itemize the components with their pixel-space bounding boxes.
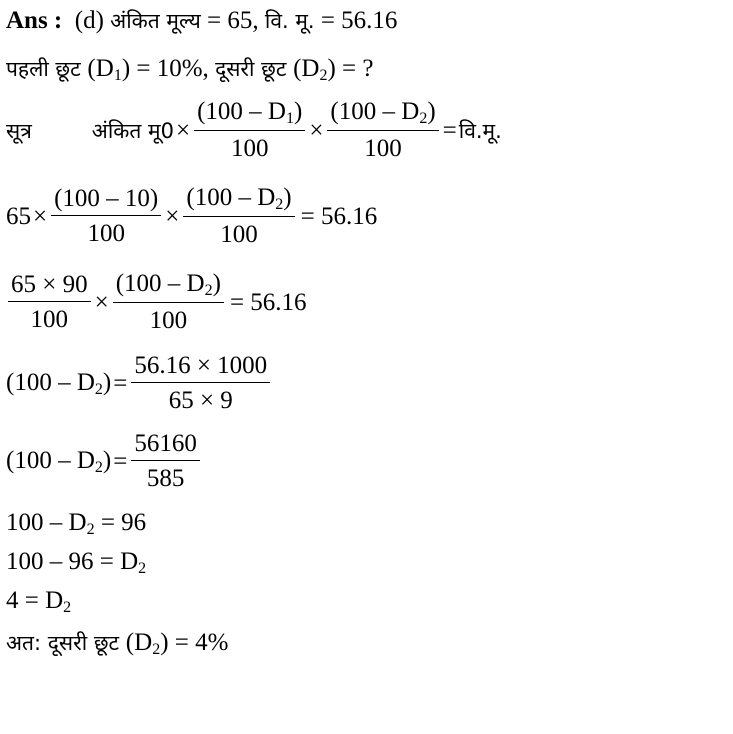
- d2-symbol: (D: [125, 629, 153, 656]
- step-6: [6, 549, 146, 577]
- fraction-numerator: 65 × 90: [8, 271, 91, 302]
- conclusion-text: अत: दूसरी छूट: [6, 631, 126, 655]
- subscript: 2: [152, 641, 161, 658]
- d2-symbol: (D: [293, 55, 320, 82]
- marked-price-text: अंकित मूल्य: [110, 9, 201, 33]
- fraction-numerator: 56.16 × 1000: [131, 352, 270, 383]
- step-2: [6, 270, 307, 335]
- fraction-denominator: 100: [149, 307, 188, 334]
- fraction-denominator: 100: [364, 135, 402, 162]
- step3-fraction: [131, 352, 270, 415]
- step5-result: = 96: [94, 509, 147, 536]
- step1-fraction-1: [51, 185, 161, 248]
- d2-subscript: 2: [319, 67, 328, 84]
- fraction-numerator: (100 – D: [115, 270, 205, 297]
- second-discount-text: दूसरी छूट: [215, 57, 294, 81]
- step4-lhs: (100 – D: [6, 446, 95, 474]
- subscript: 2: [138, 560, 147, 577]
- step5-text: 100 – D: [6, 509, 87, 536]
- fraction-numerator: (100 – 10): [51, 185, 161, 216]
- times-sign: ×: [33, 202, 48, 230]
- conclusion-result: ) = 4%: [160, 629, 229, 656]
- times-sign: ×: [309, 116, 324, 144]
- conclusion-line: [6, 630, 228, 658]
- first-discount-text: पहली छूट: [6, 57, 88, 81]
- paren-close: ): [283, 184, 292, 211]
- step-1: [6, 184, 377, 249]
- formula-label: सूत्र: [6, 118, 32, 143]
- subscript: 2: [63, 599, 72, 616]
- paren-close: ): [212, 270, 221, 297]
- fraction-denominator: 65 × 9: [168, 387, 233, 414]
- fraction-numerator: (100 – D: [186, 184, 276, 211]
- times-sign: ×: [165, 202, 180, 230]
- step1-result: = 56.16: [300, 202, 378, 230]
- subscript: 2: [275, 196, 284, 213]
- fraction-denominator: 100: [230, 135, 269, 162]
- equals-sign: =: [113, 447, 128, 475]
- fraction-numerator: (100 – D: [330, 98, 420, 125]
- step3-lhs: (100 – D: [6, 368, 95, 396]
- subscript: 2: [204, 282, 213, 299]
- formula-line: [6, 98, 502, 163]
- step7-text: 4 = D: [6, 587, 64, 614]
- selling-price-text: वि. मू.: [264, 9, 315, 33]
- step6-text: 100 – 96 = D: [6, 548, 139, 575]
- fraction-numerator: 56160: [131, 430, 200, 461]
- subscript: 2: [94, 458, 103, 476]
- step2-result: = 56.16: [229, 288, 307, 316]
- paren-close: ): [427, 98, 436, 125]
- answer-option: (d): [74, 7, 104, 34]
- subscript: 1: [285, 110, 294, 127]
- fraction-denominator: 100: [220, 221, 258, 248]
- d1-symbol: (D: [87, 55, 114, 82]
- times-sign: ×: [94, 288, 109, 316]
- marked-price-value: = 65,: [200, 7, 265, 34]
- equals-sign: =: [442, 116, 457, 144]
- fraction-numerator: (100 – D: [197, 98, 286, 125]
- step-4: [6, 430, 202, 493]
- d1-value: ) = 10%,: [121, 55, 216, 82]
- paren-close: ): [102, 368, 112, 396]
- formula-fraction-2: [327, 98, 438, 163]
- answer-line: [6, 8, 397, 33]
- marked-price-number: 65: [6, 202, 31, 230]
- formula-fraction-1: [194, 98, 305, 163]
- formula-marked-price: अंकित मू0: [91, 118, 174, 143]
- d1-subscript: 1: [113, 67, 122, 84]
- subscript: 2: [419, 110, 428, 127]
- formula-selling-price: वि.मू.: [458, 118, 502, 143]
- times-sign: ×: [175, 116, 191, 144]
- step2-fraction-2: [113, 270, 224, 335]
- step-7: [6, 588, 71, 616]
- d2-value: ) = ?: [327, 55, 374, 82]
- fraction-denominator: 585: [146, 465, 185, 492]
- subscript: 2: [86, 521, 95, 538]
- given-line: [6, 56, 374, 84]
- step-3: [6, 352, 272, 415]
- equals-sign: =: [113, 369, 128, 397]
- step-5: [6, 510, 146, 538]
- step2-fraction-1: [8, 271, 91, 334]
- answer-label: Ans :: [6, 7, 63, 34]
- step1-fraction-2: [183, 184, 294, 249]
- step4-fraction: [131, 430, 200, 493]
- paren-close: ): [102, 446, 112, 474]
- fraction-denominator: 100: [87, 220, 125, 247]
- fraction-denominator: 100: [30, 306, 69, 333]
- subscript: 2: [94, 380, 103, 398]
- paren-close: ): [293, 98, 303, 125]
- selling-price-value: = 56.16: [314, 7, 398, 34]
